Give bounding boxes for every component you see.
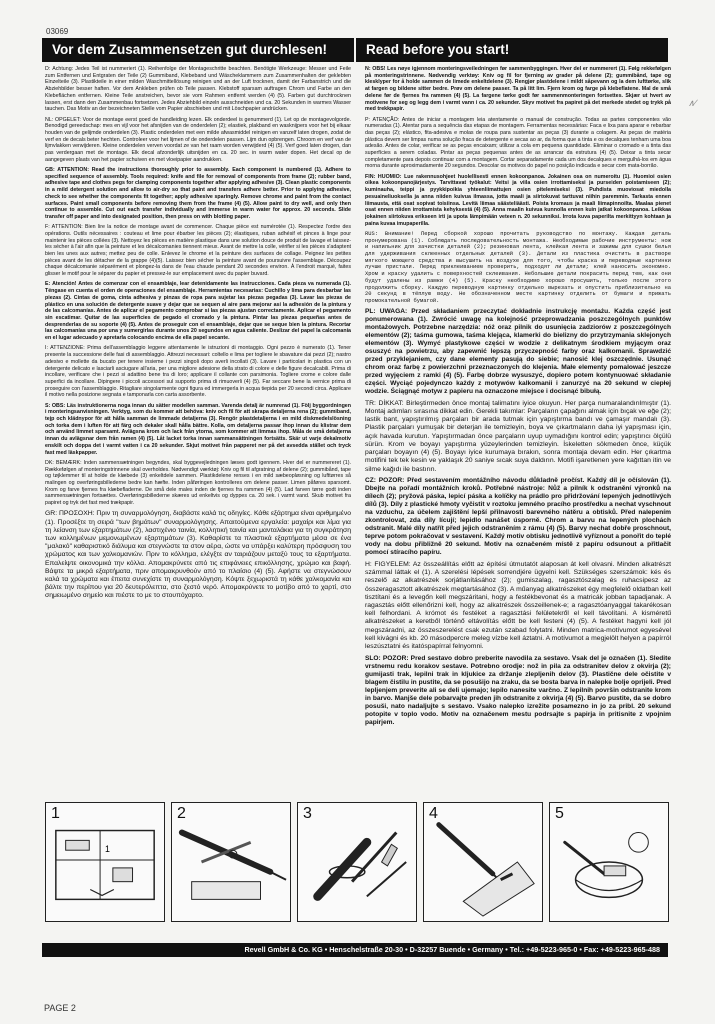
step-1-panel (45, 802, 165, 922)
instruction-paragraph: D: Achtung: Jedes Teil ist nummeriert (1). Reihenfolge der Montageschritte beachten. Benötigte Werkzeuge: Messer und Feile zum Entfernen und Entgraten der Teile (2) Gummiband, Klebeband und Wäscheklammern zum Zusammenhalten der geklebten Einzelteile (3). Plastikteile in einer milden Waschmittellösung reinigen und an der Luft trocknen, damit der Farbanstrich und die Abziehbilder besser haften. Vor dem Ankleben prüfen ob Teile passen. Klebstoff sparsam auftragen Chrom und Farbe an den Klebeflächen entfernen. Kleine Teile anstreichen, bevor sie vom Rahmen entfernt werden (4) (5). Farben gut durchtrocknen lassen, erst dann den Zusammenbau fortsetzen. Jedes Abziehbild einzeln ausschneiden und ca. 20 Sekunden in warmes Wasser tauchen. Das Motiv an der bezeichneten Stelle vom Papier abschieben und mit Löschpapier andrücken. (45, 66, 351, 113)
instruction-paragraph: GB: ATTENTION: Read the instructions thoroughly prior to assembly. Each component is numbered (1). Adhere to specified sequence of assembly. Tools required: knife and file for removal of components from frame (2); rubber band, adhesive tape and clothes pegs for clamping components together after applying adhesive (3). Clean plastic components in a mild detergent solution and allow to air-dry so that paint and transfers adhere better. Prior to applying adhesive, check to see whether the components fit together; apply adhesive sparingly. Remove chrome and paint from the contact surfaces. Paint small components before removing them from the frame (4) (5). Allow paint to dry well, and only then continue to assemble. Cut out each transfer individually and immerse in warm water for approx. 20 seconds. Slide transfer off paper and into designated position, then press on with blotting paper. (45, 167, 351, 220)
footer-bar: Revell GmbH & Co. KG • Henschelstraße 20-30 • D-32257 Buende • Germany • Tel.: +49-5223-965-0 • Fax: +49-5223-965-488 (42, 943, 668, 957)
instruction-paragraph: CZ: POZOR: Před sestavením montážního návodu důkladně pročíst. Každý díl je očíslován (1). Dbejte na pořadí montážních kroků. Potřebné nástroje: Nůž a pilník k odstranění výronků na dílech (2); pryžová páska, lepicí páska a kolíčky na prádlo pro přidržování lepených jednotlivých dílů (3). Díly z plastické hmoty vyčistit v roztoku jemného pracího prostředku a nechat vyschnout na vzduchu, za účelem zajištění lepší přilnavosti barevného nátěru a obtisků. Před nalepením zkontrolovat, zda díly lícují; lepidlo nanášet úsporně. Chrom a barvu na lepených plochách odstranit. Malé díly natřít před jejich odstraněním z rámu (4) (5). Barvy nechat dobře proschnout, teprve potom pokračovat v sestavení. Každý motiv obtisku jednotlivě vyříznout a ponořit do teplé vody na dobu přibližně 20 sekund. Motiv na označeném místě z papíru odsunout a přitlačit pomocí stíracího papíru. (365, 477, 671, 557)
instruction-paragraph: S: OBS: Läs instruktionerna noga innan du sätter modellen samman. Varenda detalj är numrerad (1). Följ byggordningen i monteringsanvisningen. Verktyg, som du kommer att behöva: kniv och fil för att skrapa detaljerna rena (2); gummiband, tejp och klädnypor för att hålla samman de limmade detaljerna (3). Rengör plastdetaljerna i en mild diskmedelslösning och torka dem i luften för att färg och dekaler skall hålla bättre. Kolla, om detaljerna passar ihop innan du klistrar dem och använd limmet sparsamt. Avlägsna krom och lack från ytorna, som kommer att limmas ihop. Måla de små detaljerna innan du avlägsnar dem från ramen (4) (5). Låt lacket torka innan sammansättningen fortsätts. Skär ut varje dekalmotiv enskilt och doppa det i varmt vatten i ca 20 sekunder. Skjut motivet från papperet ner på det avsedda stället och tryck fast med läskpapper. (45, 402, 351, 456)
svg-text:1: 1 (105, 844, 110, 855)
instruction-paragraph: SLO: POZOR: Pred sestavo dobro preberite navodila za sestavo. Vsak del je označen (1). Sledite vrstnemu redu korakov sestave. Potrebno orodje: nož in pila za odstranitev delov z okvirja (2); gumijasti trak, lepilni trak in kljukice za držanje zlepljenih delov (3). Plastične dele očistite v blagem čistilu in pustite, da se posušijo na zraku, da se bosta barva in nalepke bolje oprijeli. Pred lepljenjem preverite ali se deli ujemajo; lepilo nanesite varčno. Z lepilnih površin odstranite krom in barvo. Manjše dele pobarvajte preden jih odstranite z okvirja (4) (5). Barvo pustite, da se dobro posuši, nato nadaljujte s sestavo. Vsako nalepko izrežite posamezno in jo za pribl. 20 sekund potopite v toplo vodo. Motiv na označenem mestu podrsajte s papirja in pritisnite z vpojnim papirjem. (365, 654, 671, 726)
margin-mark: ∧∕ (688, 98, 697, 108)
step-number: 3 (303, 805, 312, 822)
instruction-paragraph: N: OBS! Les nøye igjennom monteringsveiledningen før sammenbyggingen. Hver del er nummerert (1). Følg rekkefølgen på monteringstrinnene. Nødvendig verktøy: Kniv og fil for fjerning av grader på delene (2); gummibånd, tape og klesklyper for å holde sammen de limede enkeltdelene (3). Rengjør plastdelene i mildt såpevann og la dem lufttørke, slik at fargen og bildene sitter bedre. Prøv om delene passer. Ta på litt lim. Fjern krom og farge på klebeflatene. Mal de små delene før de fjernes fra rammen (4) (5). La fargene tørke godt før sammenmonteringen fortsettes. Skjær ut hvert av motivene for seg og legg dem i varmt vann i ca. 20 sekunder. Skyv motivet fra papiret på det merkede stedet og trykk på med trekkpapir. (365, 66, 671, 113)
instruction-paragraph: E: Atención! Antes de comenzar con el ensamblaje, lear detenidamente las instrucciones. Cada pieza va numerada (1). Téngase en cuenta el orden de operaciones del ensamblaje. Herramientas necesarias: Cuchillo y lima para desbarbar las piezas (2). Cintas de goma, cinta adhesiva y pinzas de ropa para sujetar las piezas pegadas (3). Lavar las piezas de plástico en una solución de detergente suave y dejar que se sequen al aire para mejorar así la adhesión de la pintura y de las calcomanías. Antes de aplicar el pegamento comprobar si las piezas ajustan correctamente. Aplicar el pegamento sin escatimar. Quitar de las superficies de pegado el cromado y la pintura. Pintar las piezas pequeñas antes de desprenderlas de su soporte (4) (5). Antes de proseguir con el ensamblaje, dejar que se seque bien la pintura. Recortar las calcomanías una por una y sumergirlas durante unos 20 segundos en agua caliente. Deslizar del papel la calcomanía en el lugar adecuado y apretarla colocando encima de ella papel secante. (45, 281, 351, 342)
instruction-paragraph: RUS: Внимание! Перед сборкой хорошо прочитать руководство по монтажу. Каждая деталь пронумерована (1). Соблюдать последовательность монтажа. Необходимые рабочие инструменты: нож и напильник для зачистки деталей (2); резиновая лента, клейкая лента и зажимы для сушки белья для удерживания склеенных отдельных деталей (3). Детали из пластика очистить в растворе мягкого моющего средства и высушить на воздухе для того, чтобы краска и переводные картинки лучше пристали. Перед приклеиванием проверить, подходят ли детали; клей наносить экономно. Хром и краску удалить с поверхностей склеивания. Небольшие детали покрасить перед тем, как они будут удалены из рамки (4) (5). Краску необходимо хорошо просушить, только после этого продолжить сборку. Каждую переводную картинку отдельно вырезать и опустить приблизительно на 20 секунд в тёплую воду. Не обозначенном месте картинку отделить от бумаги и прижать промокательной бумагой. (365, 230, 671, 304)
knife-and-file-illustration (172, 803, 290, 921)
step-3-panel (297, 802, 417, 922)
heading-left: Vor dem Zusammensetzen gut durchlesen! (52, 42, 328, 57)
instruction-paragraph: DK: BEMÆRK: Inden sammensætningen begyndes, skal byggevejledningen læses godt igennem. Hver del er nummereret (1). Rækkefølgen af monteringstrinnene skal overholdes. Nødvendigt værktøj: Kniv og fil til afgratning af delene (2); gummibånd, tape og tøjklemmer til at holde de klæbede (3) enkeltdele sammen. Plastikdelene renses i en mild sæbeopløsning og lufttørres så malingen og overføringsbillederne bedre kan hæfte. Inden påføringen kontrolleres om delene passer. Limen påføres sparsomt. Krom og farve fjernes fra klæbefladerne. De små dele males inden de fjernes fra rammen (4) (5). Lad farven tørre godt inden sammensætningen fortsættes. Overføringsbillederne skæres ud enkeltvis og dyppes ca. 20 sek. i varmt vand. Skub motivet fra papiret og tryk det fast med trækpapir. (45, 459, 351, 507)
step-number: 5 (555, 805, 564, 822)
step-number: 2 (177, 805, 186, 822)
instruction-paragraph: TR: DİKKAT: Birleştirmeden önce montaj talimatını iyice okuyun. Her parça numaralandırılmıştır (1). Montaj adımları sırasına dikkat edin. Gerekli takımlar: Parçaların çapağını almak için bıçak ve eğe (2); lastik bant, yapıştırılmış parçaları bir arada tutmak için yapıştırma bandı ve çamaşır mandalı (3). Plastik parçaları yumuşak bir deterjan ile temizleyin, boya ve çıkartmaların daha iyi yapışması için, açık havada kurutun. Yapıştırmadan önce parçaların uyup uymadığını kontrol edin; yapıştırıcı ölçülü sürün. Krom ve boyayı yapıştırma yüzeylerinden temizleyin. İskeletten sökmeden önce, küçük parçaları boyayın (4) (5). Boyayı iyice kurumaya bırakın, sonra montaja devam edin. Her çıkartma motifini tek tek kesin ve yaklaşık 20 saniye sıcak suya daldırın. Motifi işaretlenen yere kağıttan itin ve silme kağıdı ile bastırın. (365, 399, 671, 473)
step-number: 4 (429, 805, 438, 822)
page-number: PAGE 2 (44, 1003, 76, 1013)
heading-bar (42, 38, 668, 62)
step-illustrations (45, 802, 669, 922)
instruction-paragraph: H: FIGYELEM: Az összeállítás előtt az építési útmutatót alaposan át kell olvasni. Minden alkatrészt számmal láttak el (1). A szerelési lépések sorrendjére ügyelni kell. Szükséges szerszámok: kés és reszelő az alkatrészek sorjátlanításához (2); gumiszalag, ragasztószalag és ruhacsipesz az összeragasztott alkatrészek megtartásához (3). A műanyag alkatrészeket égy megfelelő oldatban kell tisztítani és a levegőn kell megszáritani, hogy a festékbevonat és a matricák jobban tapadjanak. A ragasztás előtt ellenőrizni kell, hogy az alkatrészek összeillenek-e; a ragasztóanyaggal takarékosan kell felhordani. A krómot és festéket a ragasztási felületekről el kell távolítani. A kisméretű alkatrészeket a keretből történő eltávolítás előtt be kell festeni (4) (5). A festéket hagyni kell jól megszáradni, az összeszerelést csak ezután szabad folytatni. Minden matrica-motívumot egyesével kell kivágni és kb. 20 másodpercre meleg vízbe kell áztatni. A motívumot a megjelölt helyen a papírról leszúsztatni és itatóspapírral felnyomni. (365, 560, 671, 650)
instruction-paragraph: GR: ΠΡΟΣΟΧΗ: Πριν τη συναρμολόγηση, διαβάστε καλά τις οδηγίες. Κάθε εξάρτημα είναι αριθμημένο (1). Προσέξτε τη σειρά "των βημάτων" συναρμολόγησης. Απαιτούμενα εργαλεία: μαχαίρι και λίμα για τη λείανση των εξαρτημάτων (2), λαστιχένιο ταινία, κολλητική ταινία και μανταλάκια για τη συγκράτηση των κολλημένων μεμονωμένων εξαρτημάτων (3). Καθαρίστε τα πλαστικά εξαρτήματα μέσα σε ένα "μαλακό" καθαριστικό διάλυμα και στεγνώστε τα στον αέρα, ώστε να υπάρξει καλύτερη πρόσφυση του χρώματος και των χαλκομανιών. Πριν το κόλλημα, ελέγξτε αν ταιριάζουν μεταξύ τους τα εξαρτήματα. Επαλείψτε οικονομικά την κόλλα. Απομακρύνετε από τις επιφάνειες επικόλλησης, χρώμιο και βαφή. Βάψτε τα μικρά εξαρτήματα, πριν απομακρυνθούν από το πλαίσιο (4) (5). Αφήστε να στεγνώσουν καλά τα χρώματα και έπειτα συνεχίστε τη συναρμολόγηση. Κόψτε ξεχωριστά τη κάθε χαλκομανία και βάλτε την περίπου για 20 δευτερόλεπτα, στο ζεστό νερό. Απομακρύνετε το μοτίβο από το χαρτί, στο σημειωμένο σημείο και πιέστε το με το στουπόχαρτο. (45, 510, 351, 600)
document-code: 03069 (46, 27, 69, 36)
instruction-paragraph: I: ATTENZIONE: Prima dell'assemblaggio leggere attentamente le istruzioni di montaggio. Ogni pezzo è numerato (1). Tener presente la successione delle fasi di assemblaggio. Attrezzi necessari: coltello e lima per togliere le sbavature dai pezzi (2); nastro adesivo e mollette da bucato per tenere insieme i pezzi singoli dopo averli incollati (3). Lavare i particolari in plastica con un detergente delicato e lasciarli asciugare all'aria, per una migliore adesione della strato di colore e delle figure decalcabili. Prima di incollare, verificare che i pezzi si adattino bene tra di loro; applicare il collante con parsimonia. Togliere crome e colore dalle superfici da incollare. Dipingere i piccoli accessori sul supporto prima di rimuoverli (4) (5). Far seccare bene la vernice prima di proseguire con l'assemblaggio. Ritagliare singolarmente ogni figura ed immergerla in acqua tiepida per 20 secondi circa. Applicare il motivo nella posizione segnata e tamponarla con carta assorbente. (45, 345, 351, 399)
step-2-panel (171, 802, 291, 922)
instruction-paragraph: NL: OPGELET: Voor de montage eerst goed de handleiding lezen. Elk onderdeel is genummerd (1). Let op de montagevolgorde. Benodigd gereedschap: mes en vijl voor het afsnijden van de onderdelen (2); elastiek, plakband en wasknijpers voor het bij elkaar houden van de gelijmde onderdelen (3). Plastic onderdelen met een milde afwasmiddel reinigen en vanzelf laten drogen, zodat de verf en de decals beter hechten. Controleer voor het lijmen of de onderdelen passen. Lijm dun opbrengen. Chroom en verf van de lijmvlakken verwijderen. Kleine onderdelen verven voordat ze van het raam worden verwijderd (4) (5). Verf goed laten drogen, dan pas verdergaan met de montage. Elk decal afzonderlijk uitsnijden en ca. 20 sec. in warm water dopen. Het decal op de aangegeven plaats van het papier schuiven en met vloeipapier aandrukken. (45, 116, 351, 163)
instruction-paragraph: FIN: HUOMIO: Lue rakennusohjeet huolellisesti ennen kokoonpanoa. Jokainen osa on numeroitu (1). Huomioi osien oikea kokoonpanojärjestys. Tarvittavat työkalut: Veitsi ja viila osien irrottamiseksi ja purseiden poistamiseen (2); kuminauha, teippi ja pyykkipoikia yhteenliimattujen osien pitelemiseksi (3). Puhdista muoviosat miedolla pesuaineliuoksella ja anna niiden kuivua ilmassa, jotta maali ja siirtokuvat tarttuvat niihin paremmin. Tarkasta ennen liimausta, että osat sopivat toisiinsa. Levitä liimaa säästeliäästi. Poista kromaus ja maali liimapinnoilta. Maalaa pienet osat ennen niiden irrottamista kehyksestä (4) (5). Anna maalin kuivua kunnolla ennen kuin jatkat kokoonpanoa. Leikkaa jokainen siirtokuva erikseen irti ja upota lämpimään veteen n. 20 sekunniksi. Irrota kuva paperilta merkittyyn kohtaan ja paina kuvaa imupaperilla. (365, 173, 671, 227)
decal-water-illustration (550, 803, 668, 921)
instruction-paragraph: P: ATENÇÃO: Antes de iniciar a montagem leia atentamente o manual de construção. Todas as partes componentes vão numeradas (1). Atentar para a sequência das etapas de montagem. Ferramentas necessárias: Faca e lixa para aparar e rebarbar das peças (2); elástico, fita-adesiva e molas de roupa para sustentar as peças (3) durante a colagem. As peças de matéria plástica devem ser limpas numa solução fraca de detergente e secas ao ar, da forma que a tinta e os decalques tenham uma boa adesão. Antes de colar, verificar se as peças encaixam; utilizar a cola em pequena quantidade. Eliminar o cromado e a tinta das superfícies a serem coladas. Pintar as peças pequenas antes de as arrancar da estrutura (4) (5). Deixar a tinta secar completamente para depois continuar com a montagem. Cortar separadamente cada um dos decalques e mergulhá-los em água morna durante aproximadamente 20 segundos. Descolar os motivos do papel no posição indicada e secar com mata-borrão. (365, 116, 671, 170)
left-text-column (45, 66, 351, 792)
step-5-panel (549, 802, 669, 922)
heading-right: Read before you start! (354, 38, 668, 62)
right-text-column (365, 66, 671, 792)
numbered-parts-illustration (46, 803, 164, 921)
painting-illustration (424, 803, 542, 921)
step-4-panel (423, 802, 543, 922)
instruction-paragraph: PL: UWAGA: Przed składaniem przeczytać dokładnie instrukcję montażu. Każda część jest ponumerowana (1). Zwrócić uwagę na kolejność przeprowadzania poszczególnych punktów montażowych. Potrzebne narzędzia: nóż oraz pilnik do usunięcia zadziorów z poszczególnych elementów (2); taśma gumowa, taśma klejąca, klamerki do bielizny do przytrzymania sklejonych elementów (3). Wymyć plastykowe części w wodzie z delikatnym środkiem myjącym oraz osuszyć na powietrzu, aby zapewnić lepszą przyczepność farby oraz kalkomanii. Sprawdzić przed przyklejaniem, czy dane elementy pasują do siebie; nanosić klej oszczędnie. Usunąć chrom oraz farbę z powierzchni przeznaczonych do klejenia. Małe elementy pomalować jeszcze przed wyjęciem z ramki (4) (5). Farbę dobrze wysuszyć, dopiero potem kontynuować składanie części. Wyciąć pojedynczo każdy z motywów kalkomanii i zanurzyć na 20 sekund w ciepłej wodzie. Ściągnąć motyw z papieru na oznaczone miejsce i docisnąć bibułą. (365, 308, 671, 396)
step-number: 1 (51, 805, 60, 822)
instruction-paragraph: F: ATTENTION: Bien lire la notice de montage avant de commencer. Chaque pièce est numérotée (1). Respectez l'ordre des opérations. Outils nécessaires : couteau et lime pour ébarber les pièces (2); élastiques, ruban adhésif et pinces à linge pour maintenir les pièces collées (3). Nettoyez les pièces en matière plastique dans une solution douce de produit de lavage et laissez-les sécher à l'air afin que la peinture et les décalcomanies tiennent mieux. Avant de mettre la colle, vérifier si les pièces s'adaptent bien les unes aux autres; mettez peu de colle. Enlevez le chrome et la peinture des surfaces de collage. Peignez les petites pièces avant de les détacher de la grappe (4)(5). Laissez bien sécher la peinture avant de poursuivre l'assemblage. Découpez chaque décalcomanie séparément et plongez-la dans de l'eau chaude pendant 20 secondes environ. À l'endroit marqué, faites glisser le motif pour le séparer du papier et pressez-le sur emplacement avec du papier buvard. (45, 224, 351, 278)
clamping-illustration (298, 803, 416, 921)
